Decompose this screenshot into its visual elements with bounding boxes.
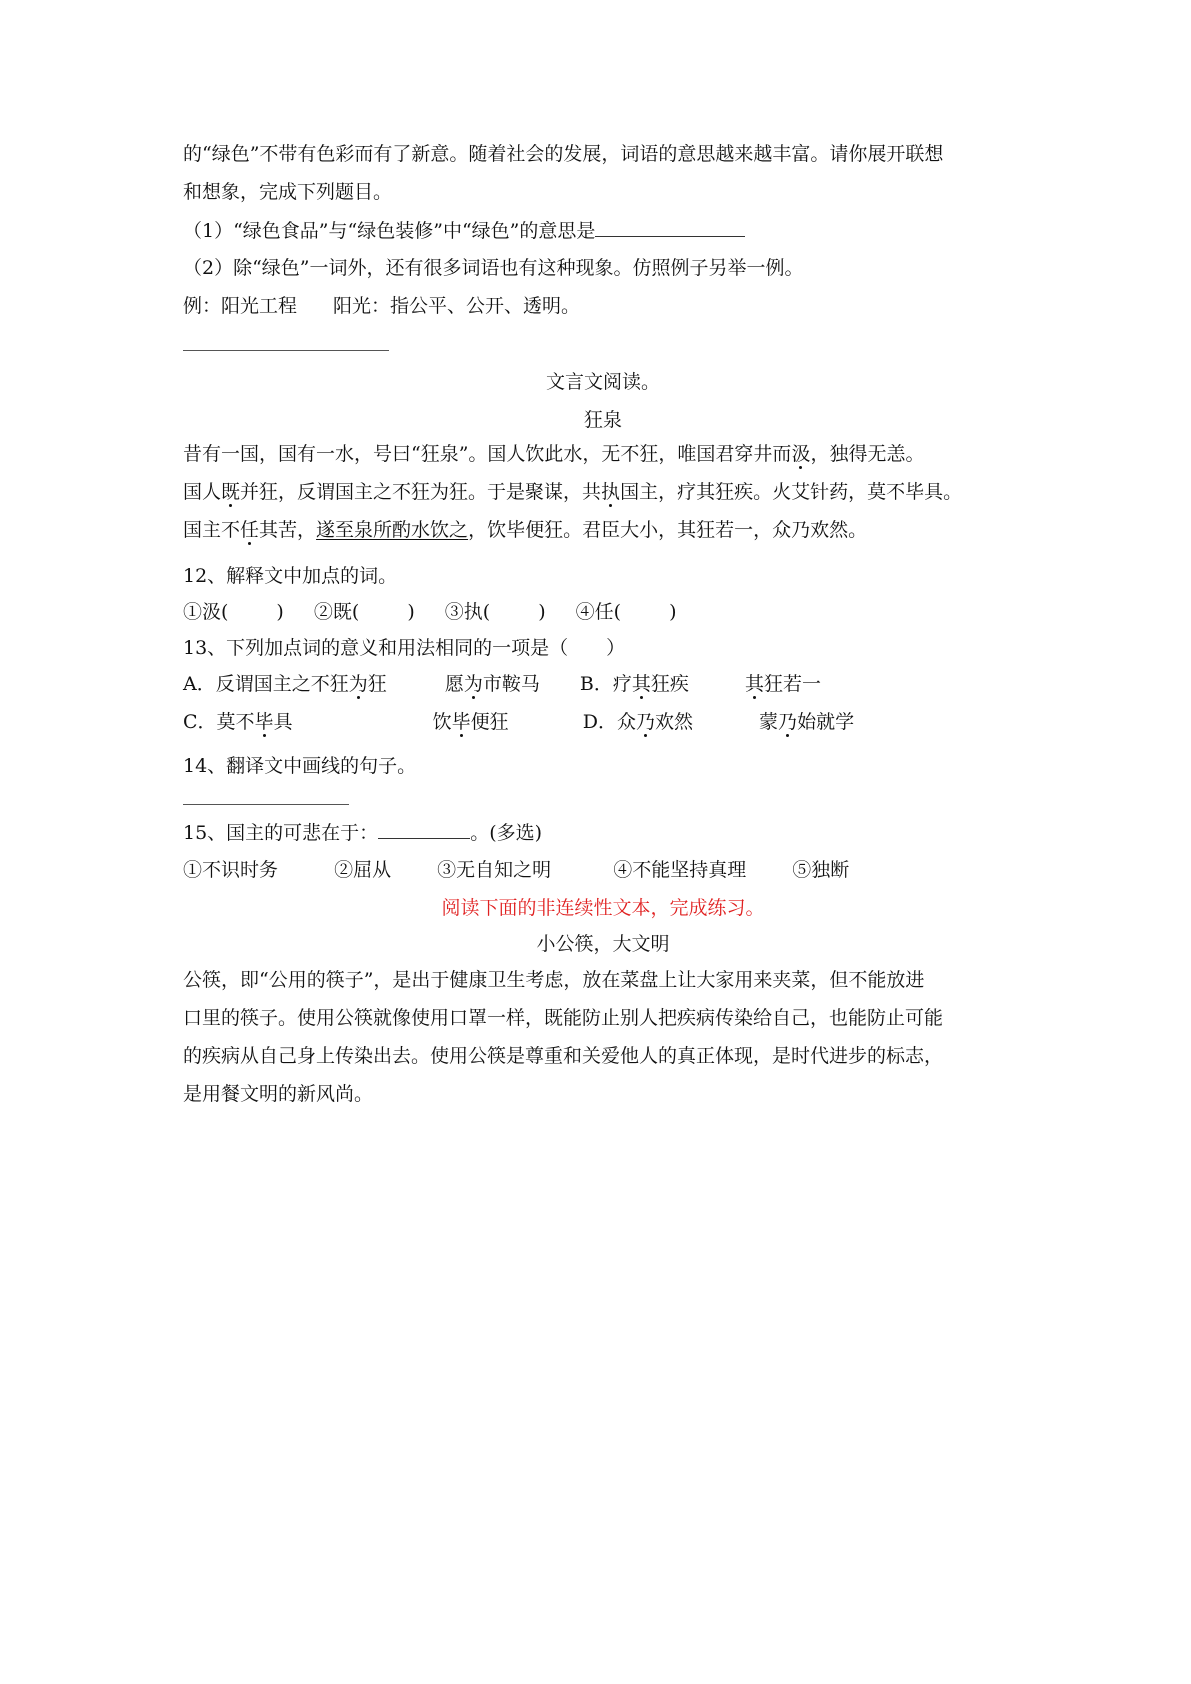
- intro-line-1: 的“绿色”不带有色彩而有了新意。随着社会的发展，词语的意思越来越丰富。请你展开联想: [183, 143, 944, 165]
- intro-line-2: 和想象，完成下列题目。: [183, 181, 393, 203]
- answer-line[interactable]: [183, 804, 349, 805]
- classical-paragraph-line-2: 国人既并狂，反谓国主之不狂为狂。于是聚谋，共执国主，疗其狂疾。火艾针药，莫不毕具。: [183, 481, 963, 503]
- dotted-word: 既: [221, 481, 241, 503]
- question-1-text: （1）“绿色食品”与“绿色装修”中“绿色”的意思是: [183, 220, 596, 242]
- option-b-compare: 其狂若一: [744, 673, 821, 695]
- option-row-cd: [183, 710, 854, 734]
- example-line: [183, 294, 580, 318]
- answer-blank[interactable]: [595, 218, 745, 237]
- option-b: B．疗其狂疾: [579, 673, 689, 695]
- question-14: 14、翻译文中画线的句子。: [183, 755, 417, 777]
- answer-line[interactable]: [183, 350, 389, 351]
- nonlinear-line-1: 公筷，即“公用的筷子”，是出于健康卫生考虑，放在菜盘上让大家用来夹菜，但不能放进: [183, 969, 925, 991]
- nonlinear-line-3: 的疾病从自己身上传染出去。使用公筷是尊重和关爱他人的真正体现，是时代进步的标志，: [183, 1045, 944, 1067]
- dotted-word: 任: [240, 519, 260, 541]
- question-13: 13、下列加点词的意义和用法相同的一项是（ ）: [183, 637, 626, 659]
- answer-blank[interactable]: [378, 820, 470, 839]
- dotted-word: 执: [601, 481, 621, 503]
- question-15: 15、国主的可悲在于： 。(多选): [183, 822, 543, 844]
- question-1: [183, 218, 745, 242]
- nonlinear-instruction: 阅读下面的非连续性文本，完成练习。: [441, 897, 765, 919]
- option-d: D．众乃欢然: [582, 711, 693, 733]
- nonlinear-line-2: 口里的筷子。使用公筷就像使用口罩一样，既能防止别人把疾病传染给自己，也能防止可能: [183, 1007, 944, 1029]
- dotted-word: 汲: [791, 443, 811, 465]
- classical-heading: 文言文阅读。: [545, 371, 660, 393]
- nonlinear-title: 小公筷，大文明: [536, 933, 670, 955]
- example-term: 例：阳光工程: [183, 295, 298, 317]
- question-12-items: ①汲( ) ②既( ) ③执( ) ④任( ): [183, 601, 677, 623]
- underlined-sentence: 遂至泉所酌水饮之: [316, 519, 469, 541]
- option-c: C．莫不毕具: [183, 711, 293, 733]
- option-a: A．反谓国主之不狂为狂: [183, 673, 387, 695]
- classical-paragraph-line-1: 昔有一国，国有一水，号曰“狂泉”。国人饮此水，无不狂，唯国君穿井而汲，独得无恙。: [183, 443, 925, 465]
- option-row-ab: [183, 672, 821, 696]
- question-2: （2）除“绿色”一词外，还有很多词语也有这种现象。仿照例子另举一例。: [183, 257, 804, 279]
- example-meaning: 阳光：指公平、公开、透明。: [333, 295, 581, 317]
- classical-paragraph-line-3: 国主不任其苦，遂至泉所酌水饮之，饮毕便狂。君臣大小，其狂若一，众乃欢然。: [183, 519, 868, 541]
- option-a-compare: 愿为市鞍马: [444, 673, 540, 695]
- classical-title: 狂泉: [583, 409, 622, 431]
- option-c-compare: 饮毕便狂: [432, 711, 509, 733]
- option-d-compare: 蒙乃始就学: [759, 711, 855, 733]
- question-15-options: ①不识时务 ②屈从 ③无自知之明 ④不能坚持真理 ⑤独断: [183, 859, 850, 881]
- nonlinear-line-4: 是用餐文明的新风尚。: [183, 1083, 374, 1105]
- question-12: 12、解释文中加点的词。: [183, 565, 398, 587]
